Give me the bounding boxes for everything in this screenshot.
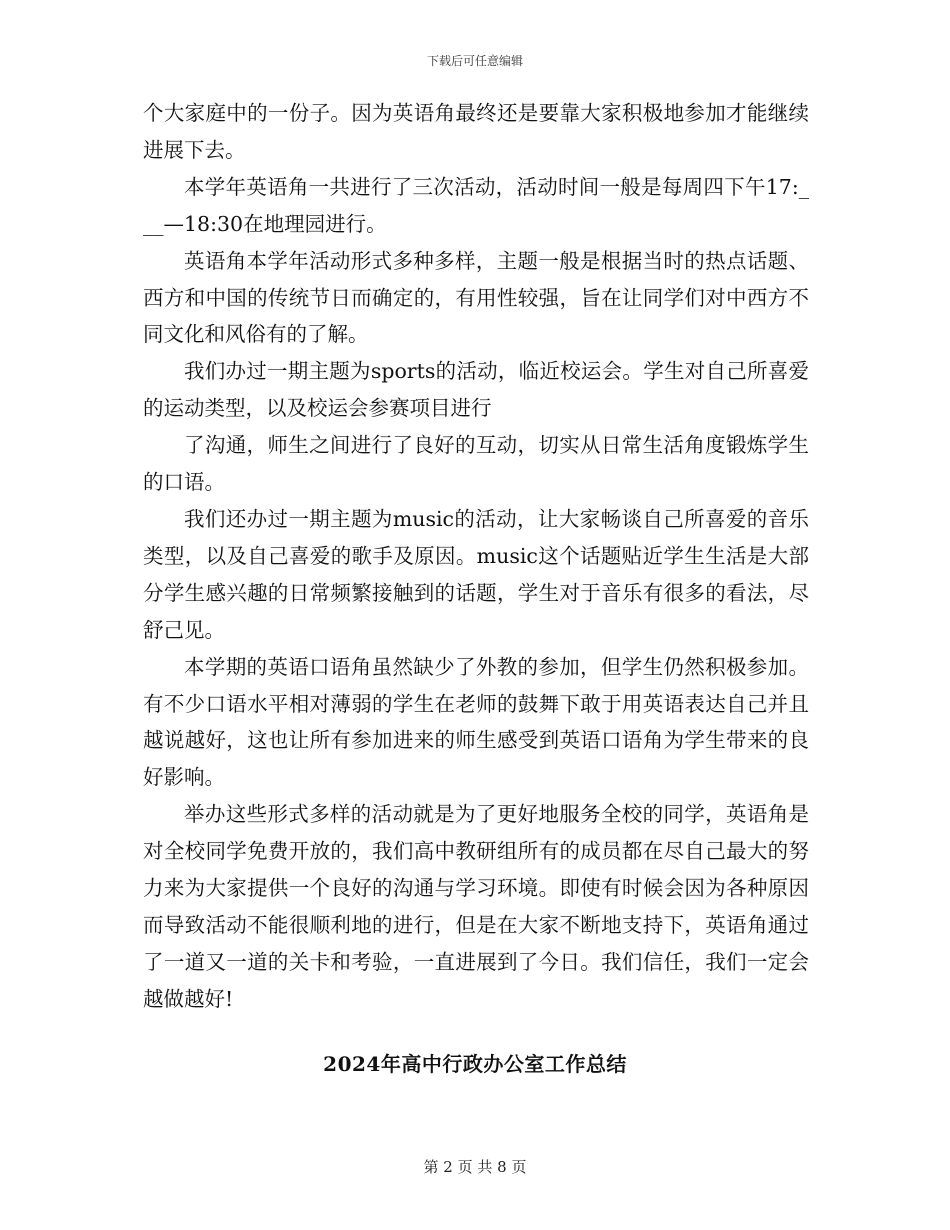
page-header-note: 下载后可任意编辑 — [426, 54, 523, 68]
paragraph-activity-forms: 英语角本学年活动形式多种多样，主题一般是根据当时的热点话题、西方和中国的传统节日而确定的，有用性较强，旨在让同学们对中西方不同文化和风俗有的了解。 — [143, 248, 809, 347]
paragraph-continuation: 个大家庭中的一份子。因为英语角最终还是要靠大家积极地参加才能继续进展下去。 — [143, 101, 809, 162]
paragraph-sports-communication: 了沟通，师生之间进行了良好的互动，切实从日常生活角度锻炼学生的口语。 — [143, 433, 809, 495]
paragraph-activity-schedule: 本学年英语角一共进行了三次活动，活动时间一般是每周四下午17:___—18:30在地理园进行。 — [143, 174, 809, 236]
document-body — [143, 95, 809, 1018]
page-number-footer: 第 2 页 共 8 页 — [423, 1158, 527, 1176]
paragraph-oral-english-corner: 本学期的英语口语角虽然缺少了外教的参加，但学生仍然积极参加。有不少口语水平相对薄弱的学生在老师的鼓舞下敢于用英语表达自己并且越说越好，这也让所有参加进来的师生感受到英语口语角为学生带来的良好影响。 — [143, 654, 809, 790]
paragraph-music-theme: 我们还办过一期主题为music的活动，让大家畅谈自己所喜爱的音乐类型，以及自己喜爱的歌手及原因。music这个话题贴近学生生活是大部分学生感兴趣的日常频繁接触到的话题，学生对于音乐有很多的看法，尽舒己见。 — [143, 506, 809, 642]
paragraph-conclusion: 举办这些形式多样的活动就是为了更好地服务全校的同学，英语角是对全校同学免费开放的，我们高中教研组所有的成员都在尽自己最大的努力来为大家提供一个良好的沟通与学习环境。即使有时候会因为各种原因而导致活动不能很顺利地的进行，但是在大家不断地支持下，英语角通过了一道又一道的关卡和考验，一直进展到了今日。我们信任，我们一定会越做越好! — [143, 802, 809, 1011]
paragraph-sports-theme: 我们办过一期主题为sports的活动，临近校运会。学生对自己所喜爱的运动类型，以及校运会参赛项目进行 — [143, 359, 809, 421]
section-title: 2024年高中行政办公室工作总结 — [323, 1052, 627, 1076]
